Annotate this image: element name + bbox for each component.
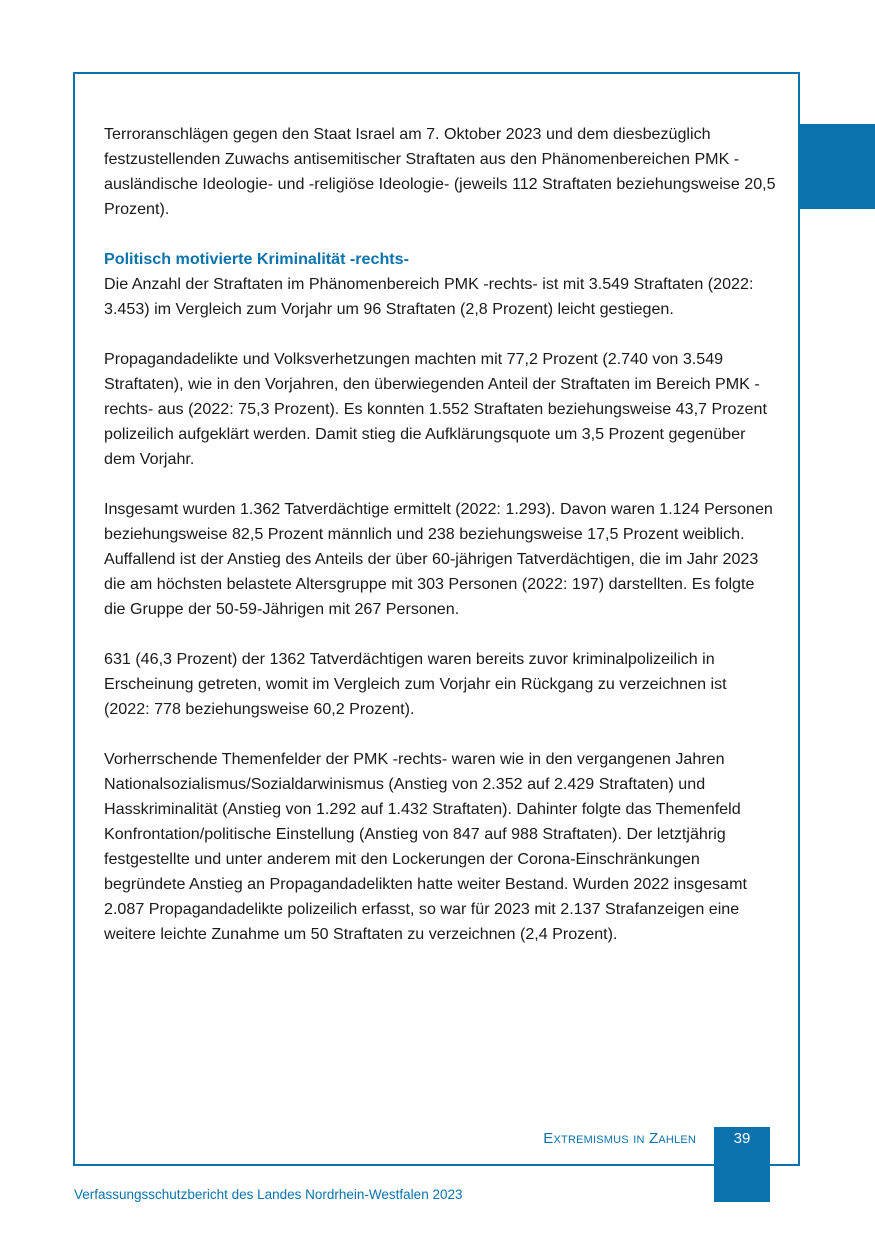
section-block	[104, 247, 776, 322]
chapter-tab-marker	[798, 124, 875, 209]
main-content	[104, 122, 776, 972]
paragraph-2: Die Anzahl der Straftaten im Phänomenbereich PMK -rechts- ist mit 3.549 Straftaten (2022: 3.453) im Vergleich zum Vorjahr um 96 Straftaten (2,8 Prozent) leicht gestiegen.	[104, 275, 754, 318]
section-heading: Politisch motivierte Kriminalität -rechts-	[104, 250, 409, 268]
footer-section-label: Extremismus in Zahlen	[543, 1130, 696, 1147]
paragraph-3: Propagandadelikte und Volksverhetzungen machten mit 77,2 Prozent (2.740 von 3.549 Straftaten), wie in den Vorjahren, den überwiegenden Anteil der Straftaten im Bereich PMK -rechts- aus (2022: 75,3 Prozent). Es konnten 1.552 Straftaten beziehungsweise 43,7 Prozent polizeilich aufgeklärt werden. Damit stieg die Aufklärungsquote um 3,5 Prozent gegenüber dem Vorjahr.	[104, 350, 767, 468]
paragraph-6: Vorherrschende Themenfelder der PMK -rechts- waren wie in den vergangenen Jahren Nationalsozialismus/Sozialdarwinismus (Anstieg von 2.352 auf 2.429 Straftaten) und Hasskriminalität (Anstieg von 1.292 auf 1.432 Straftaten). Dahinter folgte das Themenfeld Konfrontation/politische Einstellung (Anstieg von 847 auf 988 Straftaten). Der letztjährig festgestellte und unter anderem mit den Lockerungen der Corona-Einschränkungen begründete Anstieg an Propagandadelikten hatte weiter Bestand. Wurden 2022 insgesamt 2.087 Propagandadelikte polizeilich erfasst, so war für 2023 mit 2.137 Strafanzeigen eine weitere leichte Zunahme um 50 Straftaten zu verzeichnen (2,4 Prozent).	[104, 750, 748, 943]
publication-title: Verfassungsschutzbericht des Landes Nordrhein-Westfalen 2023	[74, 1187, 463, 1202]
paragraph-4: Insgesamt wurden 1.362 Tatverdächtige ermittelt (2022: 1.293). Davon waren 1.124 Personen beziehungsweise 82,5 Prozent männlich und 238 beziehungsweise 17,5 Prozent weiblich. Auffallend ist der Anstieg des Anteils der über 60-jährigen Tatverdächtigen, die im Jahr 2023 die am höchsten belastete Altersgruppe mit 303 Personen (2022: 197) darstellten. Es folgte die Gruppe der 50-59-Jährigen mit 267 Personen.	[104, 500, 773, 618]
page-number: 39	[733, 1130, 751, 1147]
page-number-box	[714, 1127, 770, 1202]
paragraph-1: Terroranschlägen gegen den Staat Israel am 7. Oktober 2023 und dem diesbezüglich festzustellenden Zuwachs antisemitischer Straftaten aus den Phänomenbereichen PMK -ausländische Ideologie- und -religiöse Ideologie- (jeweils 112 Straftaten beziehungsweise 20,5 Prozent).	[104, 125, 776, 218]
paragraph-5: 631 (46,3 Prozent) der 1362 Tatverdächtigen waren bereits zuvor kriminalpolizeilich in Erscheinung getreten, womit im Vergleich zum Vorjahr ein Rückgang zu verzeichnen ist (2022: 778 beziehungsweise 60,2 Prozent).	[104, 650, 727, 718]
